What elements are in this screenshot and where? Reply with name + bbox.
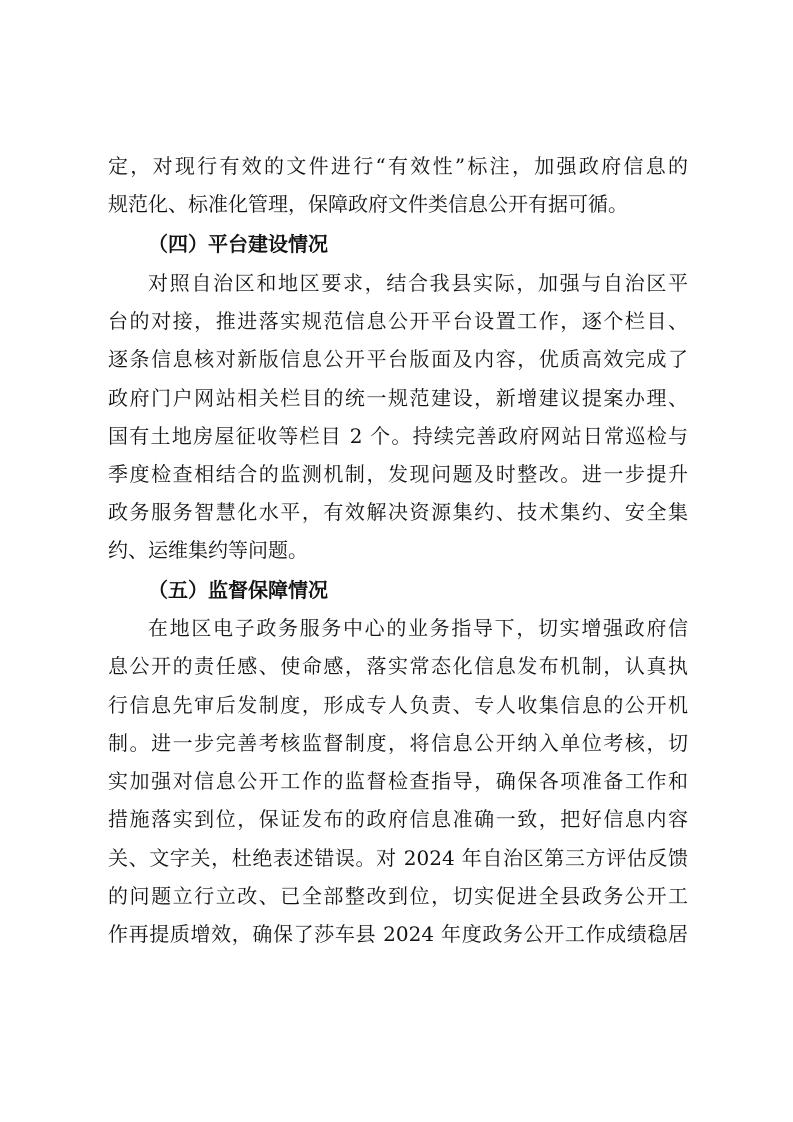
body-line: 政府门户网站相关栏目的统一规范建设，新增建议提案办理、 [108, 386, 688, 410]
body-line: 台的对接，推进落实规范信息公开平台设置工作，逐个栏目、 [108, 309, 688, 333]
body-line: 息公开的责任感、使命感，落实常态化信息发布机制，认真执 [108, 654, 688, 678]
body-line: 在地区电子政务服务中心的业务指导下，切实增强政府信 [148, 616, 688, 640]
body-line: 制。进一步完善考核监督制度，将信息公开纳入单位考核，切 [108, 731, 688, 755]
body-line: 的问题立行立改、已全部整改到位，切实促进全县政务公开工 [108, 884, 688, 908]
body-line: 行信息先审后发制度，形成专人负责、专人收集信息的公开机 [108, 693, 688, 717]
section-heading-5: （五）监督保障情况 [148, 578, 328, 602]
body-line: 定，对现行有效的文件进行“有效性”标注，加强政府信息的 [108, 154, 688, 178]
body-line: 约、运维集约等问题。 [108, 538, 308, 562]
body-line: 国有土地房屋征收等栏目 2 个。持续完善政府网站日常巡检与 [108, 424, 688, 448]
body-line: 政务服务智慧化水平，有效解决资源集约、技术集约、安全集 [108, 500, 688, 524]
body-line: 季度检查相结合的监测机制，发现问题及时整改。进一步提升 [108, 462, 688, 486]
body-line: 规范化、标准化管理，保障政府文件类信息公开有据可循。 [108, 192, 628, 216]
body-line: 对照自治区和地区要求，结合我县实际，加强与自治区平 [148, 271, 688, 295]
section-heading-4: （四）平台建设情况 [148, 232, 328, 256]
body-line: 实加强对信息公开工作的监督检查指导，确保各项准备工作和 [108, 769, 688, 793]
body-line: 逐条信息核对新版信息公开平台版面及内容，优质高效完成了 [108, 347, 688, 371]
body-line: 措施落实到位，保证发布的政府信息准确一致，把好信息内容 [108, 807, 688, 831]
body-line: 关、文字关，杜绝表述错误。对 2024 年自治区第三方评估反馈 [108, 846, 688, 870]
body-line: 作再提质增效，确保了莎车县 2024 年度政务公开工作成绩稳居 [108, 922, 688, 946]
